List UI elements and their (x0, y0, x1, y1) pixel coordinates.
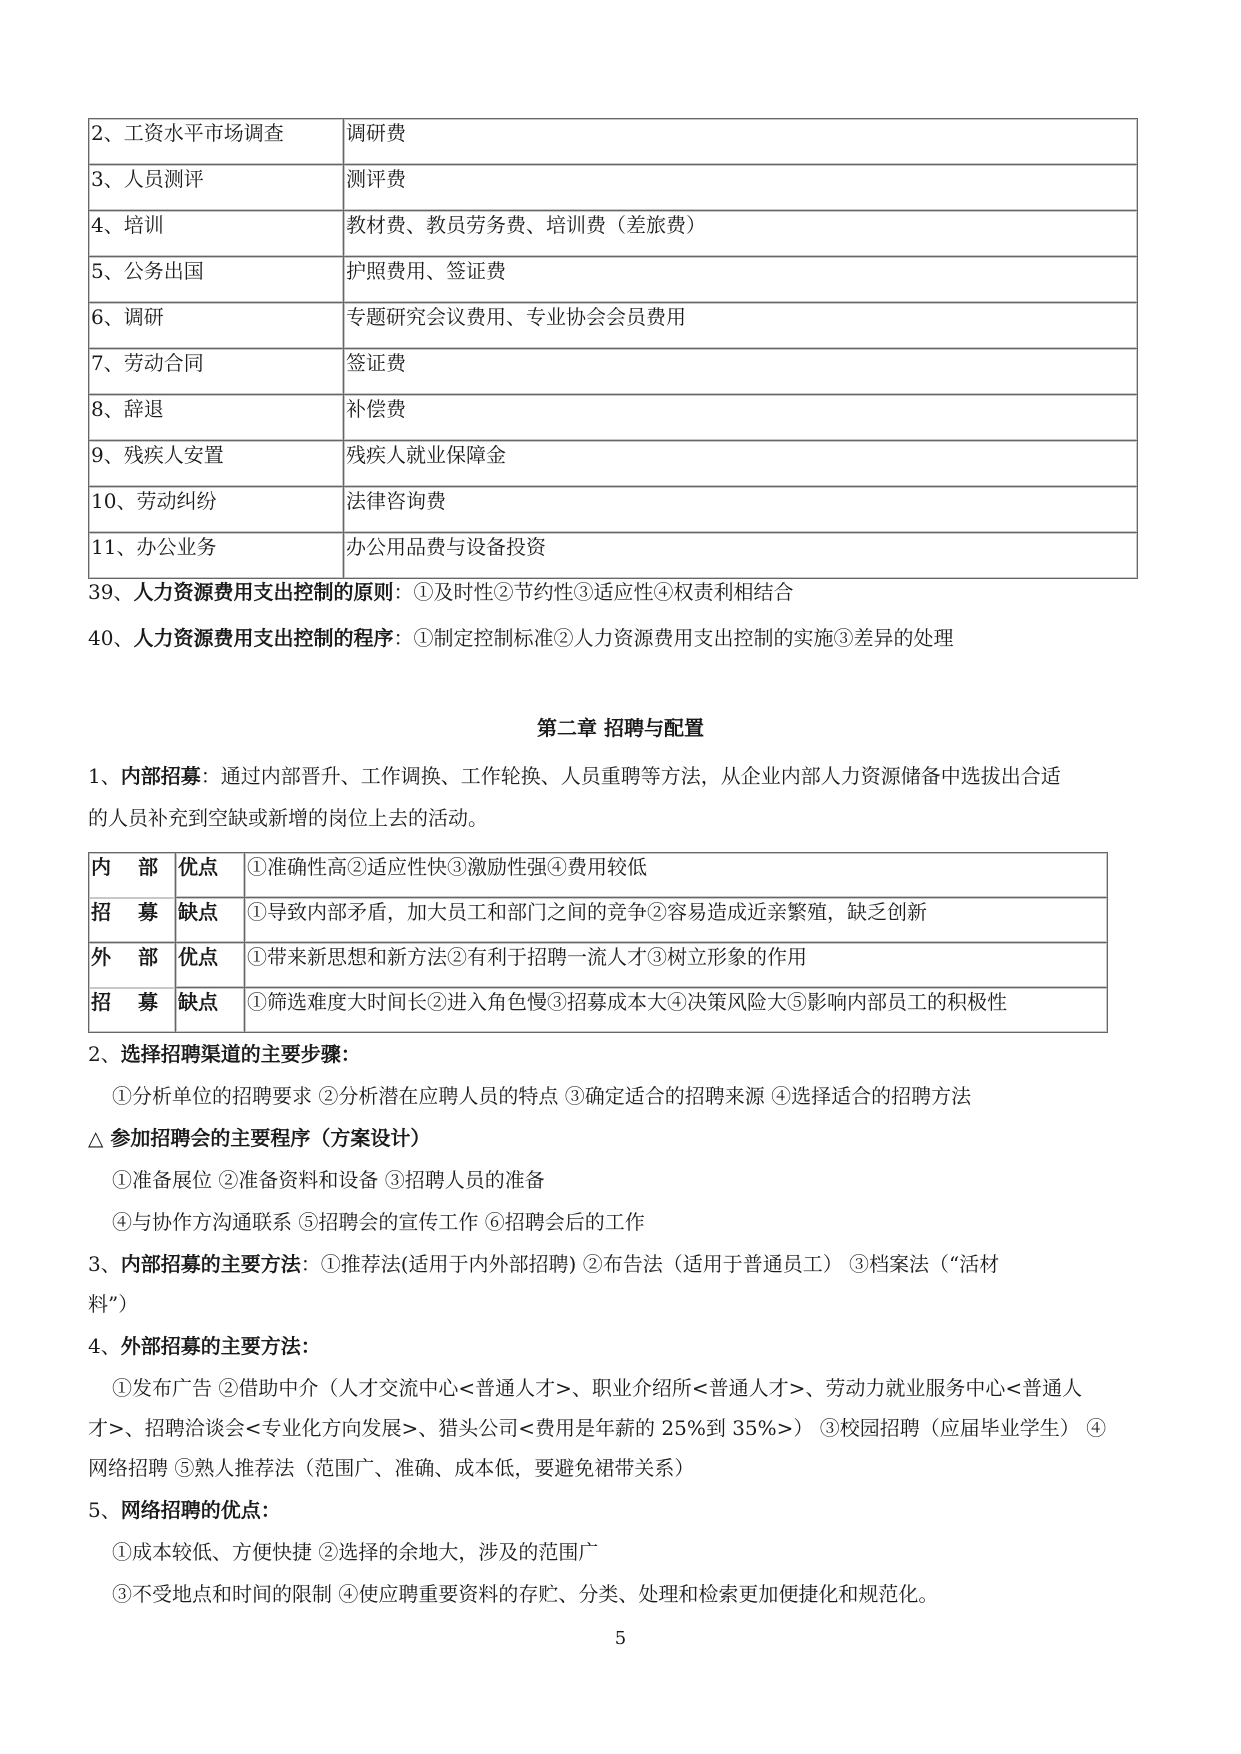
cost-type-cell: 护照费用、签证费 (344, 257, 1137, 303)
cost-item-cell: 2、工资水平市场调查 (89, 119, 344, 165)
table-row (89, 257, 1137, 303)
table-row (89, 165, 1137, 211)
section-text: ：通过内部晋升、工作调换、工作轮换、人员重聘等方法，从企业内部人力资源储备中选拔出合适 (200, 764, 1061, 788)
item-text: ：①制定控制标准②人力资源费用支出控制的实施③差异的处理 (393, 626, 954, 650)
table-row (89, 943, 1107, 988)
section-number: 2、 (88, 1042, 121, 1066)
external-label-bottom: 招 募 (89, 988, 176, 1032)
section-term: 选择招聘渠道的主要步骤： (120, 1042, 361, 1066)
internal-pro-text: ①准确性高②适应性快③激励性强④费用较低 (245, 853, 1107, 898)
pro-label: 优点 (176, 853, 245, 898)
cost-item-cell: 8、辞退 (89, 395, 344, 441)
item-number: 40、 (88, 626, 134, 650)
cost-type-cell: 补偿费 (344, 395, 1137, 441)
table-row (89, 349, 1137, 395)
external-pro-text: ①带来新思想和新方法②有利于招聘一流人才③树立形象的作用 (245, 943, 1107, 988)
section-number: 4、 (88, 1334, 121, 1358)
cost-item-cell: 10、劳动纠纷 (89, 487, 344, 533)
section-text: ：①推荐法(适用于内外部招聘) ②布告法（适用于普通员工） ③档案法（“活材 (300, 1252, 1000, 1276)
table-row (89, 441, 1137, 487)
table-row (89, 487, 1137, 533)
internal-label-top: 内 部 (89, 853, 176, 898)
recruitment-comparison-table (88, 852, 1108, 1033)
cost-item-cell: 9、残疾人安置 (89, 441, 344, 487)
cost-item-cell: 4、培训 (89, 211, 344, 257)
section-term: 外部招募的主要方法： (120, 1334, 321, 1358)
cost-type-cell: 测评费 (344, 165, 1137, 211)
item-40 (88, 624, 953, 652)
section-5-line-1: ①成本较低、方便快捷 ②选择的余地大，涉及的范围广 (112, 1540, 599, 1564)
section-number: 5、 (88, 1498, 121, 1522)
section-1-line-2: 的人员补充到空缺或新增的岗位上去的活动。 (88, 806, 488, 830)
page-number: 5 (614, 1628, 627, 1649)
cost-item-cell: 6、调研 (89, 303, 344, 349)
cost-type-cell: 专题研究会议费用、专业协会会员费用 (344, 303, 1137, 349)
section-5-title (88, 1496, 281, 1524)
item-number: 39、 (88, 580, 134, 604)
section-3-line-1 (88, 1250, 999, 1278)
section-5-line-2: ③不受地点和时间的限制 ④使应聘重要资料的存贮、分类、处理和检索更加便捷化和规范化。 (112, 1582, 939, 1606)
chapter-title: 第二章 招聘与配置 (537, 716, 704, 740)
section-term: 内部招募的主要方法 (120, 1252, 301, 1276)
cost-item-cell: 3、人员测评 (89, 165, 344, 211)
section-3-line-2: 料”） (88, 1292, 139, 1316)
table-row (89, 303, 1137, 349)
section-2-line-1: ①分析单位的招聘要求 ②分析潜在应聘人员的特点 ③确定适合的招聘来源 ④选择适合的招聘方法 (112, 1084, 972, 1108)
section-4-line-3: 网络招聘 ⑤熟人推荐法（范围广、准确、成本低，要避免裙带关系） (88, 1456, 695, 1480)
cost-type-cell: 法律咨询费 (344, 487, 1137, 533)
item-term: 人力资源费用支出控制的原则 (133, 580, 394, 604)
cost-type-cell: 办公用品费与设备投资 (344, 533, 1137, 578)
con-label: 缺点 (176, 988, 245, 1032)
section-number: 3、 (88, 1252, 121, 1276)
con-label: 缺点 (176, 898, 245, 943)
table-row (89, 395, 1137, 441)
table-row (89, 211, 1137, 257)
cost-type-cell: 调研费 (344, 119, 1137, 165)
section-4-line-2: 才>、招聘洽谈会<专业化方向发展>、猎头公司<费用是年薪的 25%到 35%>） ③校园招聘（应届毕业学生） ④ (88, 1416, 1107, 1440)
section-4-line-1: ①发布广告 ②借助中介（人才交流中心<普通人才>、职业介绍所<普通人才>、劳动力就业服务中心<普通人 (112, 1376, 1083, 1400)
item-39 (88, 578, 793, 606)
triangle-section-line-2: ④与协作方沟通联系 ⑤招聘会的宣传工作 ⑥招聘会后的工作 (112, 1210, 645, 1234)
external-con-text: ①筛选难度大时间长②进入角色慢③招募成本大④决策风险大⑤影响内部员工的积极性 (245, 988, 1107, 1032)
triangle-section-line-1: ①准备展位 ②准备资料和设备 ③招聘人员的准备 (112, 1168, 545, 1192)
table-row (89, 898, 1107, 943)
cost-type-cell: 教材费、教员劳务费、培训费（差旅费） (344, 211, 1137, 257)
table-row (89, 853, 1107, 898)
internal-label-bottom: 招 募 (89, 898, 176, 943)
cost-type-cell: 签证费 (344, 349, 1137, 395)
cost-table (88, 118, 1138, 579)
table-row (89, 988, 1107, 1032)
table-row (89, 533, 1137, 578)
item-term: 人力资源费用支出控制的程序 (133, 626, 394, 650)
section-1-line-1 (88, 762, 1061, 790)
pro-label: 优点 (176, 943, 245, 988)
triangle-section-title: △ 参加招聘会的主要程序（方案设计） (88, 1126, 431, 1150)
table-row (89, 119, 1137, 165)
section-term: 内部招募 (120, 764, 201, 788)
section-4-title (88, 1332, 321, 1360)
section-2-title (88, 1040, 361, 1068)
cost-item-cell: 7、劳动合同 (89, 349, 344, 395)
section-number: 1、 (88, 764, 121, 788)
internal-con-text: ①导致内部矛盾，加大员工和部门之间的竞争②容易造成近亲繁殖，缺乏创新 (245, 898, 1107, 943)
cost-item-cell: 5、公务出国 (89, 257, 344, 303)
item-text: ：①及时性②节约性③适应性④权责利相结合 (393, 580, 794, 604)
external-label-top: 外 部 (89, 943, 176, 988)
cost-type-cell: 残疾人就业保障金 (344, 441, 1137, 487)
section-term: 网络招聘的优点： (120, 1498, 281, 1522)
cost-item-cell: 11、办公业务 (89, 533, 344, 578)
